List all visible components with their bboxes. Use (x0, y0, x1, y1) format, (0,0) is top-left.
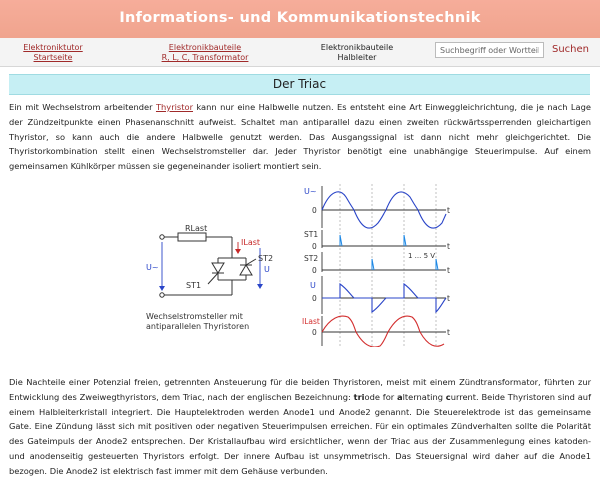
waveform-diagram (300, 184, 460, 347)
t-label-u: t (447, 206, 450, 215)
t-label-st1: t (447, 242, 450, 251)
current-label: ILast (241, 238, 261, 247)
waveform-svg (300, 184, 460, 347)
p2-text-lternating: lternating (402, 391, 446, 402)
t-label-st2: t (447, 266, 450, 275)
zero-label-u: 0 (312, 206, 317, 215)
nav-current-line1: Elektronikbauteile (320, 43, 394, 52)
zero-label-u-out: 0 (312, 294, 317, 303)
nav-current-line2: Halbleiter (337, 53, 377, 62)
u-output-label: U (310, 281, 316, 290)
p2-bold-c: c (445, 391, 451, 402)
intro-text-end: kann nur eine Halbwelle nutzen. Es entsteht eine Art Einweggleichrichtung, die je nach Lage der Zündzeitpunkte einen Phasenanschnitt aufweist. Schaltet man antiparallel dazu einen zweiten rückwärtssperrenden gleichartigen Thyristor, so kann auch die andere Halbwelle genutzt werden. Das Ausgangssignal ist dann nicht mehr gleichgerichtet. Die Thyristorkombination stellt einen Wechselstromsteller dar. Jeder Thyristor benötigt eine unabhängige Steuerimpulse. Auf einem gemeinsamen Kühlkörper müssen sie gegeneinander isoliert montiert sein. (9, 102, 592, 172)
nav-link-line1[interactable]: Elektroniktutor (23, 43, 83, 52)
site-banner (0, 0, 600, 38)
circuit-caption (146, 312, 249, 332)
nav-link-line2[interactable]: Startseite (33, 53, 73, 62)
thyristor1-label: ST1 (186, 281, 202, 290)
voltage-label: U (264, 265, 270, 274)
st2-label: ST2 (304, 254, 319, 263)
p2-bold-a: a (397, 391, 403, 402)
triac-paragraph (9, 375, 591, 479)
caption-line1: Wechselstromsteller mit (146, 312, 243, 321)
intro-text-start: Ein mit Wechselstrom arbeitender (9, 102, 156, 112)
i-load-label: ILast (302, 317, 320, 326)
zero-label-i: 0 (312, 328, 317, 337)
intro-paragraph (9, 100, 591, 174)
nav-item-startseite[interactable] (18, 43, 88, 63)
nav-link-line1[interactable]: Elektronikbauteile (168, 43, 242, 52)
source-label: U~ (146, 263, 159, 272)
t-label-u-out: t (447, 294, 450, 303)
zero-label-st1: 0 (312, 242, 317, 251)
t-label-i: t (447, 328, 450, 337)
nav-bar (0, 38, 600, 67)
search-button[interactable]: Suchen (552, 44, 590, 55)
st1-label: ST1 (304, 230, 319, 239)
pulse-level-label: 1 ... 5 V (408, 252, 436, 260)
search-input[interactable] (435, 42, 544, 58)
nav-item-rlc[interactable] (150, 43, 260, 63)
zero-label-st2: 0 (312, 266, 317, 275)
nav-link-line2[interactable]: R, L, C, Transformator (161, 53, 249, 62)
page-title: Der Triac (9, 74, 590, 95)
p2-text-ode: ode for (364, 391, 397, 402)
resistor-label: RLast (185, 224, 208, 233)
site-title: Informations- und Kommunikationstechnik (119, 10, 481, 26)
nav-item-halbleiter (312, 43, 402, 63)
thyristor2-label: ST2 (258, 254, 274, 263)
p2-bold-tri: tri (353, 391, 365, 402)
caption-line2: antiparallelen Thyristoren (146, 322, 250, 331)
p2-text-end: urrent. Beide Thyristoren sind auf einem Halbleiterkristall integriert. Die Hauptelektroden werden Anode1 und Anode2 genannt. Die Steuerelektrode ist das gemeinsame Gate. Eine Zündung lässt sich mit positiven oder negativen Steuerimpulsen erreichen. Für ein optimales Zündverhalten sollte die Polarität des Gateimpuls der Anode2 entsprechen. Der Kristallaufbau wird ersichtlicher, wenn der Triac aus der Zusammenlegung eines katoden- und anodenseitig gesteuerten Thyristors erfolgt. Der innere Aufbau ist unsymmetrisch. Das Steuersignal wird daher auf die Anode1 bezogen. Die Anode2 ist elektrisch fast immer mit dem Gehäuse verbunden. (9, 391, 591, 476)
u-source-label: U~ (304, 187, 317, 196)
p2-text-start: Die Nachteile einer Potenzial freien, getrennten Ansteuerung für die beiden Thyristoren, meist mit einem Zündtransformator, führten zur Entwicklung des Zweiwegthyristors, dem Triac, nach der englischen Bezeichnung: (9, 377, 591, 402)
thyristor-link[interactable]: Thyristor (155, 102, 193, 112)
